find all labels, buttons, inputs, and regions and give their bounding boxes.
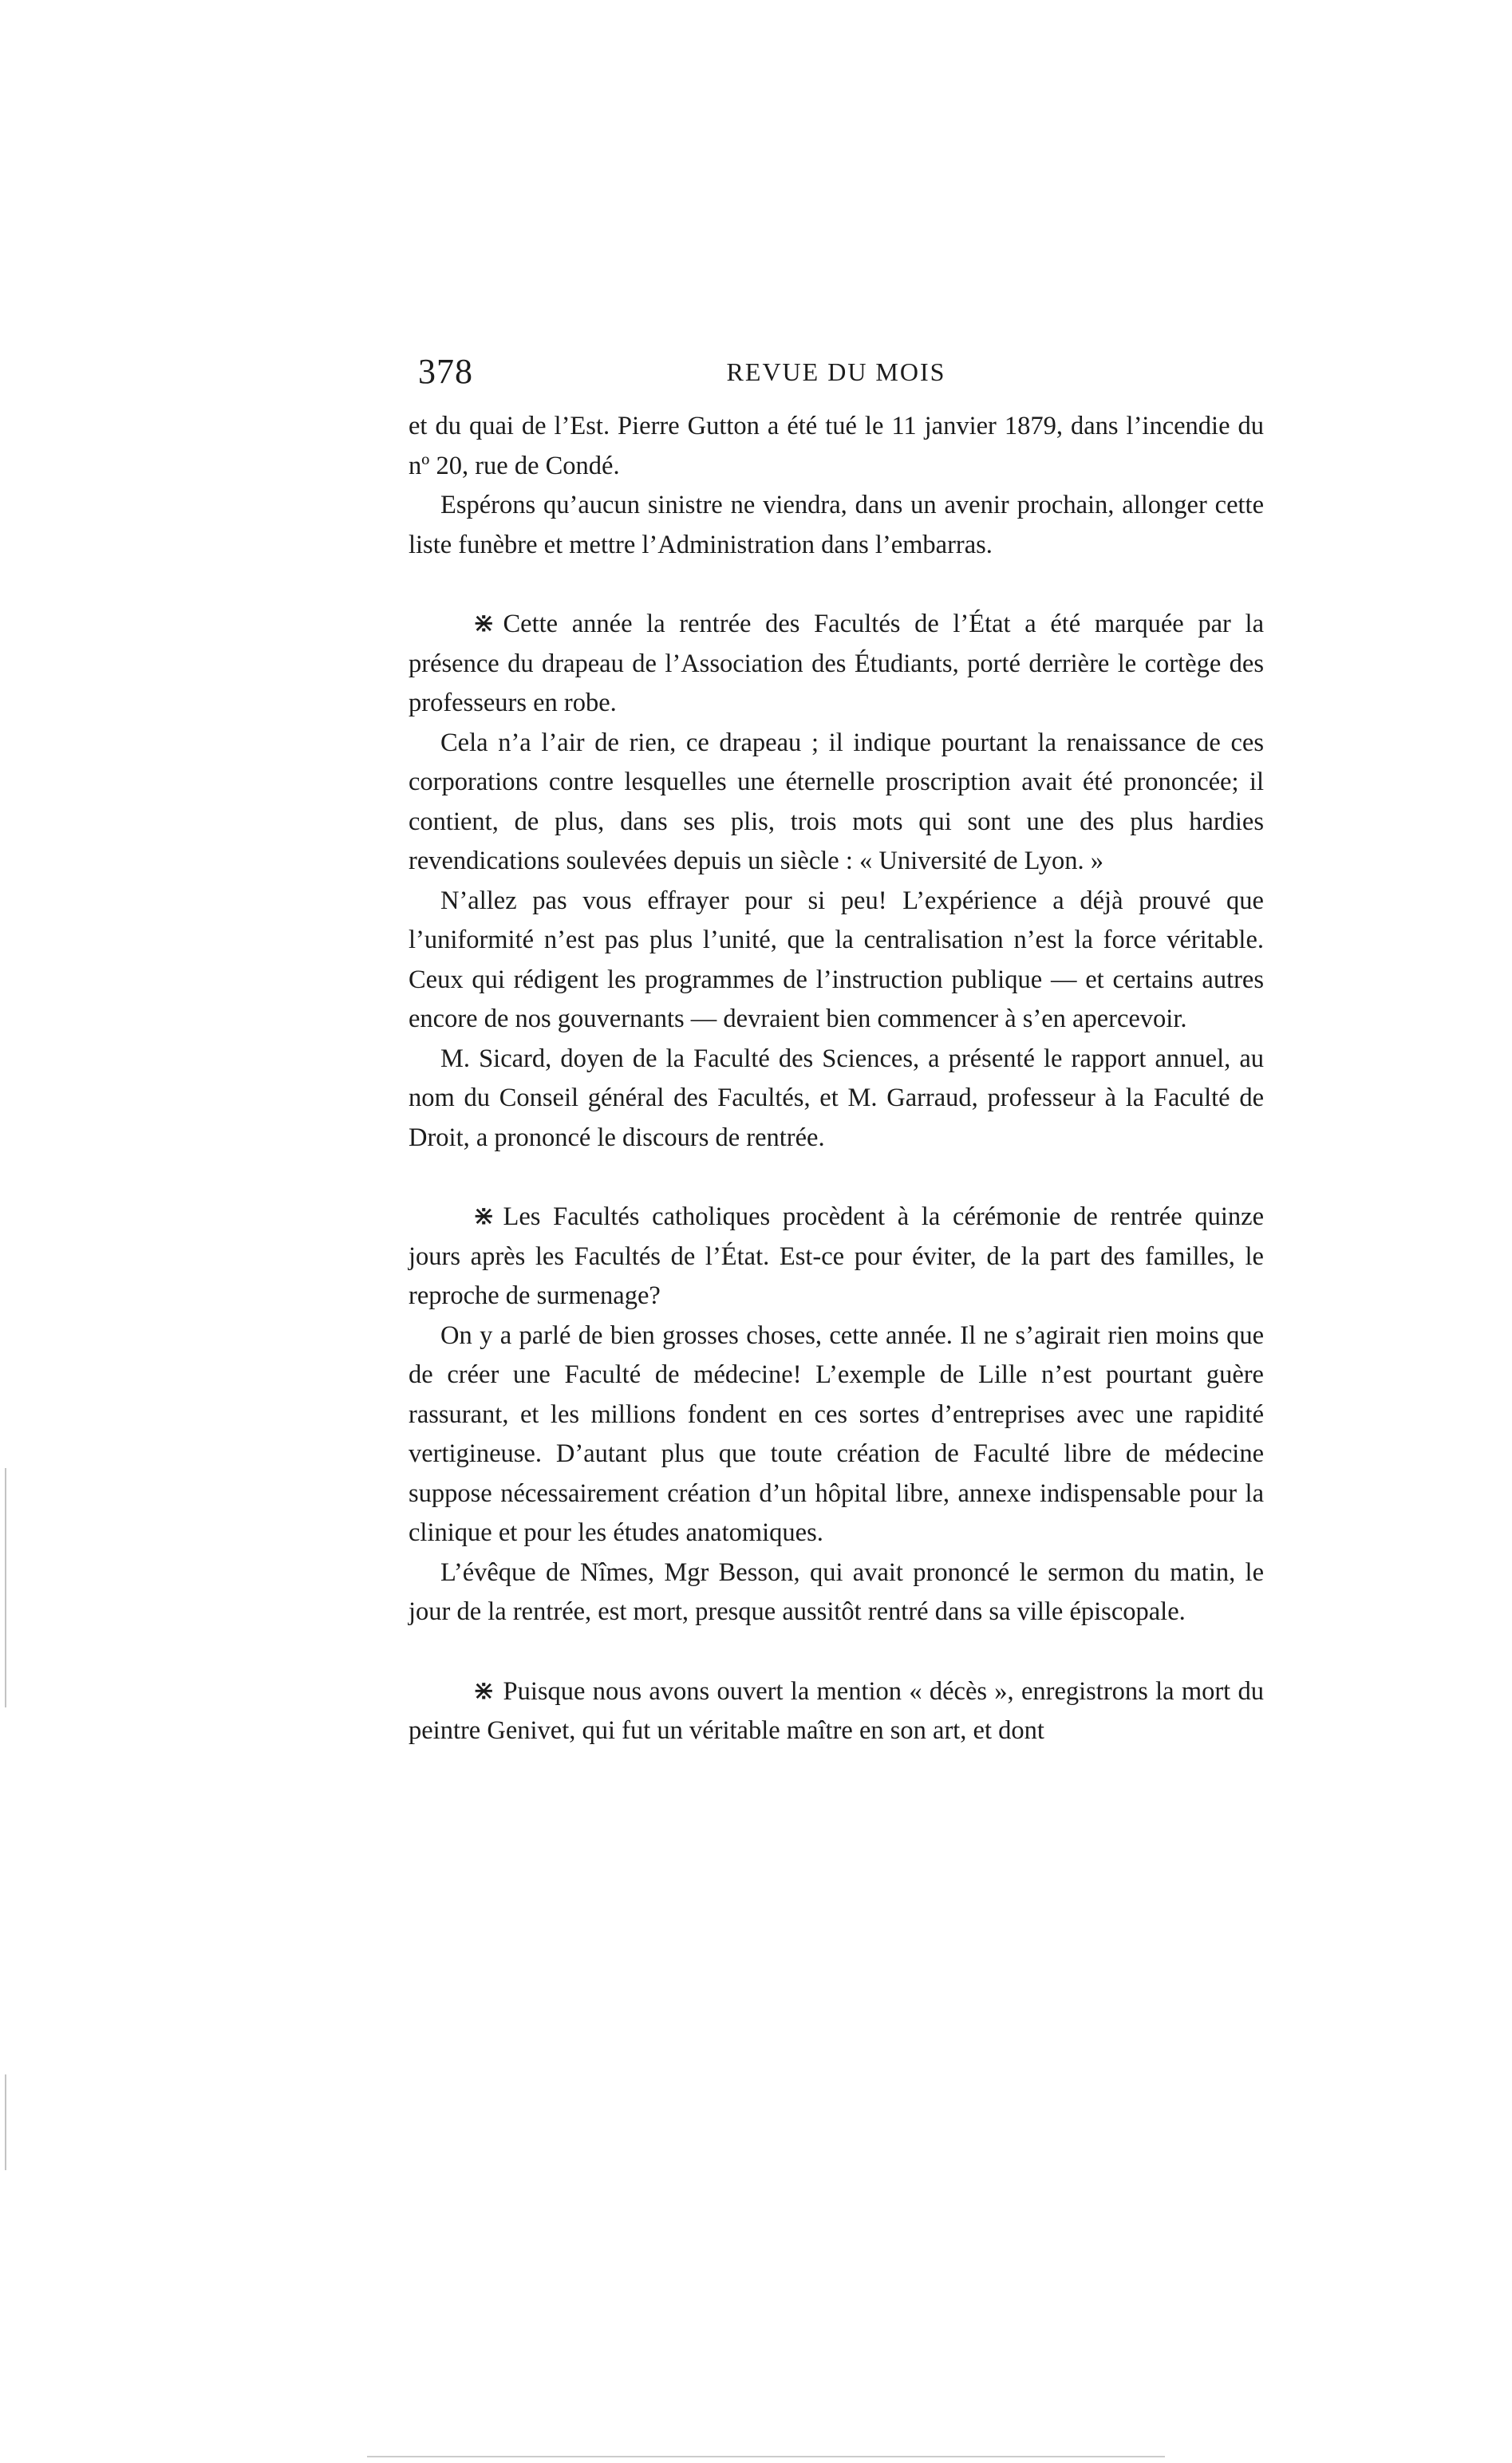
paragraph: et du quai de l’Est. Pierre Gutton a été tué le 11 janvier 1879, dans l’incendie du nº 20, rue de Condé. (409, 412, 1264, 480)
asterism-icon: ⋇ (472, 1202, 495, 1231)
paragraph-asterism (409, 604, 1264, 724)
paragraph: L’évêque de Nîmes, Mgr Besson, qui avait prononcé le sermon du matin, le jour de la rentrée, est mort, presque aussitôt rentré dans sa ville épiscopale. (409, 1557, 1264, 1626)
page-header (409, 351, 1264, 399)
paragraph: Espérons qu’aucun sinistre ne viendra, dans un avenir prochain, allonger cette liste funèbre et mettre l’Administration dans l’embarras. (409, 491, 1264, 559)
paragraph: Cela n’a l’air de rien, ce drapeau ; il indique pourtant la renaissance de ces corporations contre lesquelles une éternelle proscription avait été prononcée; il contient, de plus, dans ses plis, trois mots qui sont une des plus hardies revendications soulevées depuis un siècle : « Université de Lyon. » (409, 728, 1264, 875)
paragraph: M. Sicard, doyen de la Faculté des Sciences, a présenté le rapport annuel, au nom du Conseil général des Facultés, et M. Garraud, professeur à la Faculté de Droit, a prononcé le discours de rentrée. (409, 1044, 1264, 1152)
paragraph: N’allez pas vous effrayer pour si peu! L’expérience a déjà prouvé que l’uniformité n’est pas plus l’unité, que la centralisation n’est la force véritable. Ceux qui rédigent les programmes de l’instruction publique — et certains autres encore de nos gouvernants — devraient bien commencer à s’en apercevoir. (409, 886, 1264, 1033)
page-number: 378 (418, 352, 473, 391)
scan-edge-mark (5, 2074, 6, 2170)
page (409, 351, 1264, 1751)
body-text (409, 407, 1264, 1751)
asterism-icon: ⋇ (472, 609, 495, 638)
paragraph: On y a parlé de bien grosses choses, cette année. Il ne s’agirait rien moins que de créer une Faculté de médecine! L’exemple de Lille n’est pourtant guère rassurant, et les millions fondent en ces sortes d’entreprises avec une rapidité vertigineuse. D’autant plus que toute création de Faculté libre de médecine suppose nécessairement création d’un hôpital libre, annexe indispensable pour la clinique et pour les études anatomiques. (409, 1320, 1264, 1547)
asterism-icon: ⋇ (472, 1676, 495, 1706)
scan-edge-mark (367, 2456, 1165, 2457)
paragraph-text: Les Facultés catholiques procèdent à la cérémonie de rentrée quinze jours après les Facultés de l’État. Est-ce pour éviter, de la part des familles, le reproche de surmenage? (409, 1202, 1264, 1310)
scan-edge-mark (5, 1468, 6, 1707)
paragraph-text: Cette année la rentrée des Facultés de l’État a été marquée par la présence du drapeau de l’Association des Étudiants, porté derrière le cortège des professeurs en robe. (409, 610, 1264, 717)
running-head: REVUE DU MOIS (726, 357, 946, 386)
paragraph-text: Puisque nous avons ouvert la mention « décès », enregistrons la mort du peintre Genivet, qui fut un véritable maître en son art, et dont (409, 1676, 1264, 1745)
paragraph-asterism (409, 1197, 1264, 1316)
paragraph-asterism (409, 1672, 1264, 1751)
